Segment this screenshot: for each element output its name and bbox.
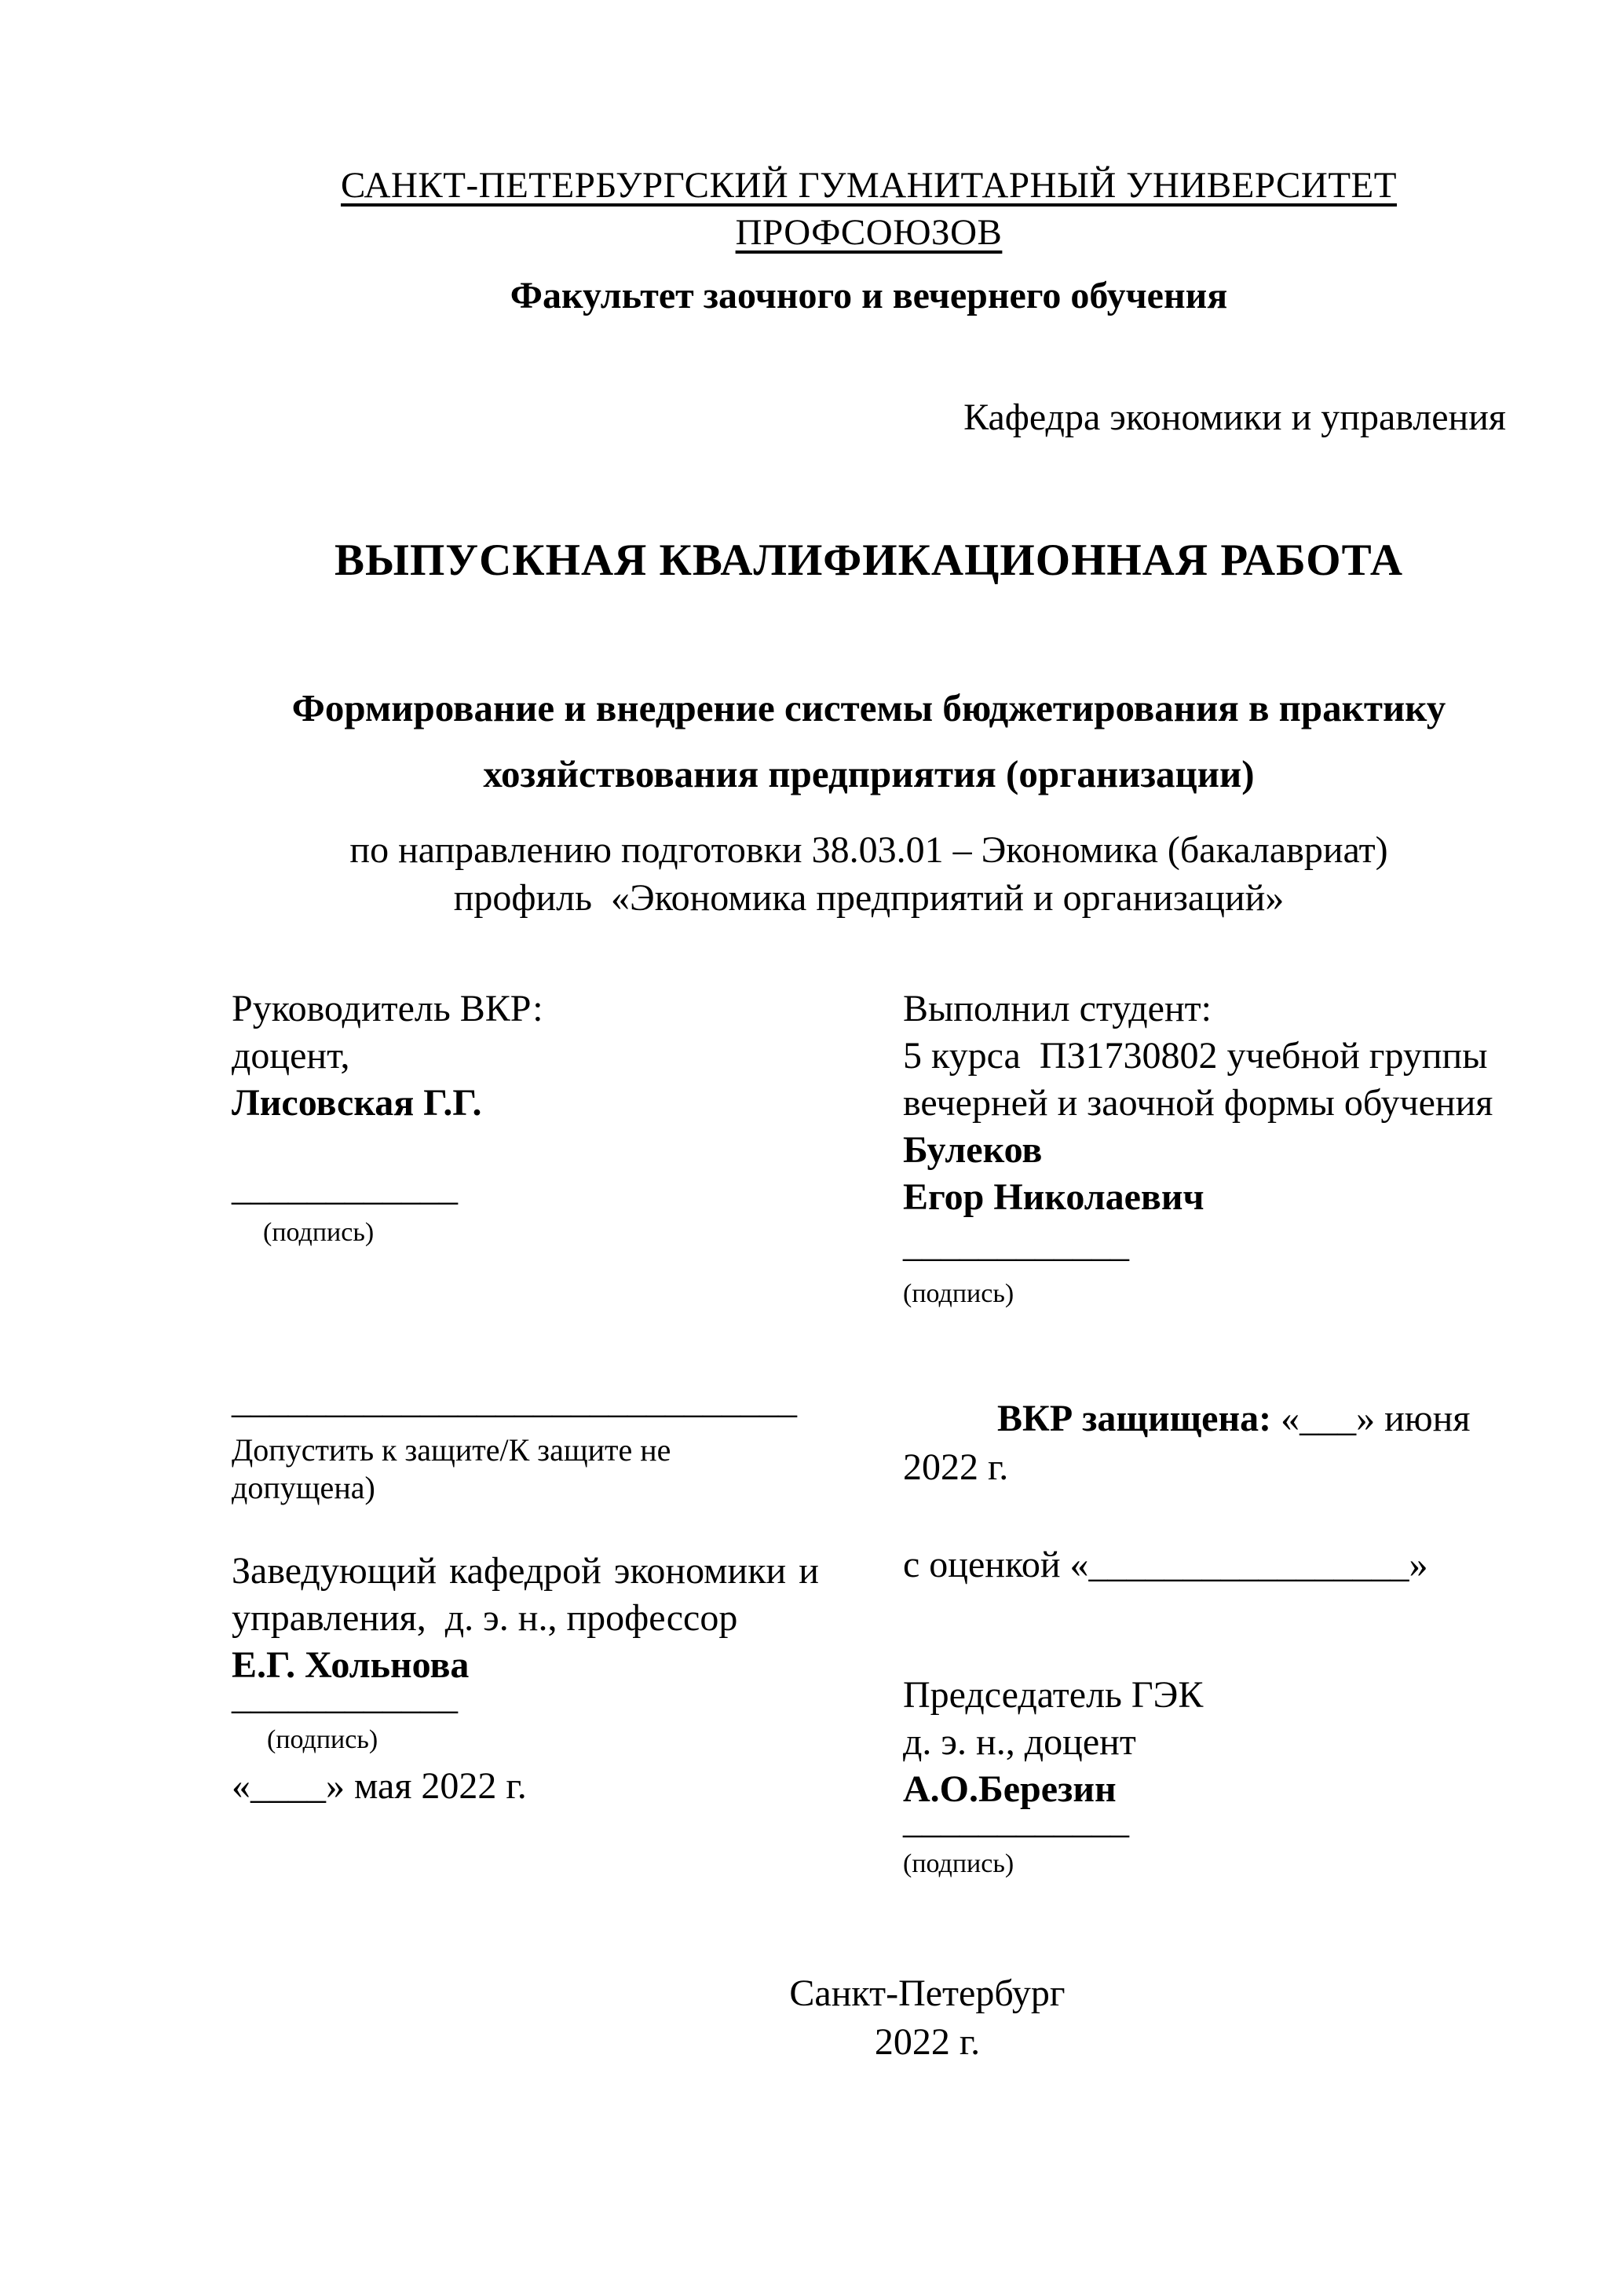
supervisor-name: Лисовская Г.Г.	[232, 1082, 482, 1124]
chairman-label: Председатель ГЭК	[903, 1674, 1204, 1716]
supervisor-signature-line: ____________	[232, 1167, 458, 1208]
footer-city: Санкт-Петербург	[789, 1972, 1066, 2014]
department-head-signature-line: ____________	[232, 1676, 458, 1717]
grade-line: с оценкой «_________________»	[903, 1544, 1428, 1585]
direction-line1: по направлению подготовки 38.03.01 – Экономика (бакалавриат)	[349, 829, 1388, 871]
defense-date-line	[903, 1346, 1506, 1541]
university-name-text: САНКТ-ПЕТЕРБУРГСКИЙ ГУМАНИТАРНЫЙ УНИВЕРСИТЕТ ПРОФСОЮЗОВ	[341, 165, 1397, 253]
signatures-section	[232, 985, 1506, 1881]
student-group-line: 5 курса ПЗ1730802 учебной группы	[903, 1035, 1488, 1077]
supervisor-signature-caption: (подпись)	[263, 1218, 375, 1247]
supervisor-column	[232, 985, 819, 1810]
student-label: Выполнил студент:	[903, 988, 1212, 1029]
footer	[232, 1969, 1623, 2067]
faculty-name: Факультет заочного и вечернего обучения	[510, 275, 1228, 316]
thesis-topic-line2: хозяйствования предприятия (организации)	[483, 752, 1255, 795]
department-head-name: Е.Г. Хольнова	[232, 1644, 470, 1686]
student-surname: Булеков	[903, 1129, 1043, 1171]
study-direction	[232, 826, 1506, 922]
chairman-name: А.О.Березин	[903, 1768, 1117, 1810]
thesis-topic	[232, 675, 1506, 807]
department-head-block	[232, 1548, 819, 1689]
university-name	[232, 162, 1506, 256]
work-type-title: ВЫПУСКНАЯ КВАЛИФИКАЦИОННАЯ РАБОТА	[334, 536, 1403, 585]
chairman-signature-line: ____________	[903, 1800, 1129, 1841]
approval-date-line: «____» мая 2022 г.	[232, 1765, 527, 1807]
department-name: Кафедра экономики и управления	[963, 397, 1506, 438]
student-name: Егор Николаевич	[903, 1176, 1204, 1218]
department-head-line2: управления, д. э. н., профессор	[232, 1597, 738, 1639]
student-column	[903, 985, 1506, 1881]
footer-year: 2022 г.	[874, 2021, 981, 2063]
direction-line2: профиль «Экономика предприятий и организаций»	[453, 877, 1285, 919]
thesis-topic-line1: Формирование и внедрение системы бюджетирования в практику	[291, 686, 1446, 729]
supervisor-position: доцент,	[232, 1035, 350, 1077]
student-signature-caption: (подпись)	[903, 1279, 1014, 1308]
admission-decision-line: ______________________________	[232, 1380, 797, 1421]
department-head-line1: Заведующий кафедрой экономики и	[232, 1550, 819, 1592]
admission-decision-caption: Допустить к защите/К защите не допущена)	[232, 1432, 671, 1505]
page-content	[232, 0, 1506, 2296]
committee-chairman-block	[903, 1672, 1506, 1813]
student-signature-line: ____________	[903, 1223, 1129, 1265]
chairman-signature-caption: (подпись)	[903, 1849, 1014, 1878]
chairman-position: д. э. н., доцент	[903, 1721, 1136, 1763]
student-form-line: вечерней и заочной формы обучения	[903, 1082, 1493, 1124]
defense-date-label: ВКР защищена:	[997, 1398, 1272, 1439]
defense-date-value: «___» июня 2022 г.	[903, 1398, 1480, 1488]
department-head-signature-caption: (подпись)	[267, 1725, 378, 1754]
supervisor-label: Руководитель ВКР:	[232, 988, 543, 1029]
